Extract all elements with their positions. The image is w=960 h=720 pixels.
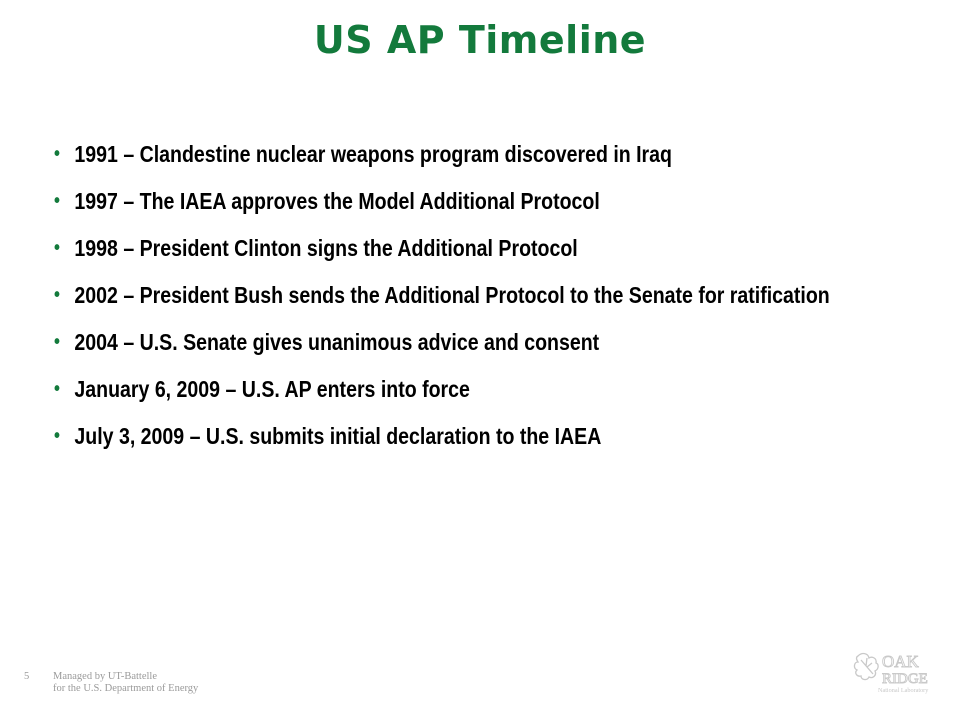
bullet-icon: •: [54, 237, 60, 259]
timeline-item-text: 2004 – U.S. Senate gives unanimous advice and consent: [74, 329, 600, 355]
timeline-item-text: January 6, 2009 – U.S. AP enters into force: [74, 376, 470, 402]
timeline-item-text: July 3, 2009 – U.S. submits initial declaration to the IAEA: [74, 423, 602, 449]
timeline-item: [54, 187, 924, 215]
bullet-icon: •: [54, 284, 60, 306]
timeline-item-text: 1991 – Clandestine nuclear weapons program discovered in Iraq: [74, 141, 672, 167]
logo-word-ridge: RIDGE: [882, 671, 928, 687]
timeline-item: [54, 422, 924, 450]
bullet-icon: •: [54, 425, 60, 447]
bullet-icon: •: [54, 143, 60, 165]
ornl-logo: [852, 648, 940, 694]
timeline-item-text: 1998 – President Clinton signs the Additional Protocol: [74, 235, 578, 261]
timeline-item-text: 2002 – President Bush sends the Additional Protocol to the Senate for ratification: [74, 282, 830, 308]
footer-text: [53, 671, 198, 695]
oak-leaf-icon: [854, 654, 878, 680]
timeline-list: [54, 140, 914, 469]
timeline-item-text: 1997 – The IAEA approves the Model Additional Protocol: [74, 188, 600, 214]
footer-line-2: for the U.S. Department of Energy: [53, 683, 199, 694]
timeline-item: [54, 234, 924, 262]
timeline-item: [54, 328, 924, 356]
footer-line-1: Managed by UT-Battelle: [53, 671, 158, 682]
bullet-icon: •: [54, 378, 60, 400]
bullet-icon: •: [54, 331, 60, 353]
bullet-icon: •: [54, 190, 60, 212]
timeline-item: [54, 140, 924, 168]
page-number: 5: [24, 671, 30, 682]
slide-title: US AP Timeline: [313, 18, 647, 62]
logo-subtitle: National Laboratory: [878, 687, 929, 694]
ornl-logo-graphic: [852, 648, 940, 694]
logo-word-oak: OAK: [882, 652, 919, 671]
timeline-item: [54, 375, 924, 403]
timeline-item: [54, 281, 924, 309]
